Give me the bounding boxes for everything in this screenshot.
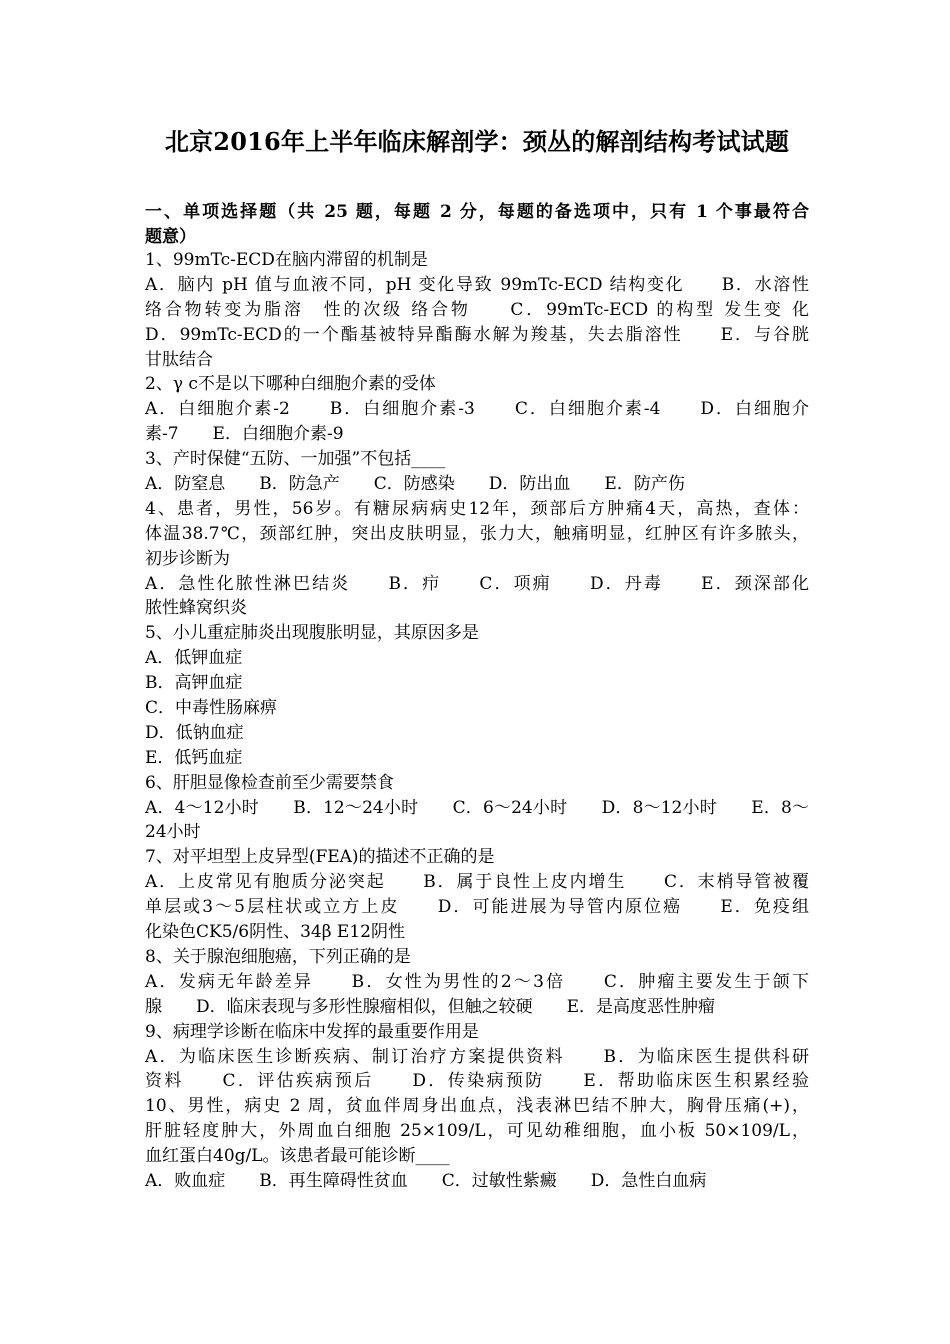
options-line: A．上皮常见有胞质分泌突起 B．属于良性上皮内增生 C．末梢导管被覆 bbox=[145, 872, 809, 893]
question-stem: 2、γ c不是以下哪种白细胞介素的受体 bbox=[145, 374, 436, 395]
question-stem: 9、病理学诊断在临床中发挥的最重要作用是 bbox=[145, 1021, 479, 1042]
question-stem: 4、患者，男性，56岁。有糖尿病病史12年，颈部后方肿痛4天，高热，查体： bbox=[145, 498, 809, 519]
options-line: 化染色CK5/6阴性、34β E12阴性 bbox=[145, 922, 405, 943]
section-heading-line: 一、单项选择题（共 25 题，每题 2 分，每题的备选项中，只有 1 个事最符合 bbox=[145, 202, 809, 222]
options-line: 24小时 bbox=[145, 822, 201, 843]
options-line: 资料 C．评估疾病预后 D．传染病预防 E．帮助临床医生积累经验 bbox=[145, 1071, 809, 1092]
question-stem: 10、男性，病史 2 周，贫血伴周身出血点，浅表淋巴结不肿大，胸骨压痛(+)， bbox=[145, 1096, 809, 1117]
options-line: 甘肽结合 bbox=[145, 349, 213, 370]
option-item: D．低钠血症 bbox=[145, 722, 244, 743]
options-line: 素-7 E．白细胞介素-9 bbox=[145, 424, 344, 445]
options-line: D．99mTc-ECD的一个酯基被特异酯酶水解为羧基，失去脂溶性 E．与谷胱 bbox=[145, 324, 809, 345]
options-line: 脓性蜂窝织炎 bbox=[145, 598, 247, 619]
question-stem: 3、产时保健“五防、一加强”不包括____ bbox=[145, 449, 446, 470]
section-heading bbox=[145, 200, 809, 250]
question-list bbox=[145, 248, 809, 1194]
question-stem: 5、小儿重症肺炎出现腹胀明显，其原因多是 bbox=[145, 623, 479, 644]
options-line: A．发病无年龄差异 B．女性为男性的2～3倍 C．肿瘤主要发生于颌下 bbox=[145, 971, 809, 992]
options-line: A．急性化脓性淋巴结炎 B．疖 C．项痈 D．丹毒 E．颈深部化 bbox=[145, 573, 809, 594]
option-item: B．高钾血症 bbox=[145, 673, 243, 694]
question-stem: 肝脏轻度肿大，外周血白细胞 25×109/L，可见幼稚细胞，血小板 50×109/L， bbox=[145, 1121, 809, 1142]
question-stem: 8、关于腺泡细胞癌，下列正确的是 bbox=[145, 946, 411, 967]
options-line: A．白细胞介素-2 B．白细胞介素-3 C．白细胞介素-4 D．白细胞介 bbox=[145, 399, 809, 420]
options-line: 单层或3～5层柱状或立方上皮 D．可能进展为导管内原位癌 E．免疫组 bbox=[145, 897, 809, 918]
question-stem: 血红蛋白40g/L。该患者最可能诊断____ bbox=[145, 1146, 450, 1167]
options-line: A．4～12小时 B．12～24小时 C．6～24小时 D．8～12小时 E．8～ bbox=[145, 797, 809, 818]
question-stem: 6、肝胆显像检查前至少需要禁食 bbox=[145, 772, 394, 793]
options-line: 腺 D．临床表现与多形性腺瘤相似，但触之较硬 E．是高度恶性肿瘤 bbox=[145, 996, 716, 1017]
question-stem: 1、99mTc-ECD在脑内滞留的机制是 bbox=[145, 250, 428, 270]
options-line: A．为临床医生诊断疾病、制订治疗方案提供资料 B．为临床医生提供科研 bbox=[145, 1046, 809, 1067]
options-line: 络合物转变为脂溶 性的次级 络合物 C．99mTc-ECD 的构型 发生变 化 bbox=[145, 299, 809, 320]
question-stem: 体温38.7℃，颈部红肿，突出皮肤明显，张力大，触痛明显，红肿区有许多脓头， bbox=[145, 523, 809, 544]
section-heading-line: 题意） bbox=[145, 226, 196, 247]
option-item: A．低钾血症 bbox=[145, 648, 243, 669]
document-title: 北京2016年上半年临床解剖学：颈丛的解剖结构考试试题 bbox=[164, 127, 790, 156]
options-line: A．防窒息 B．防急产 C．防感染 D．防出血 E．防产伤 bbox=[145, 474, 685, 495]
options-line: A．脑内 pH 值与血液不同，pH 变化导致 99mTc-ECD 结构变化 B．水溶性 bbox=[145, 274, 809, 295]
option-item: E．低钙血症 bbox=[145, 747, 243, 768]
option-item: C．中毒性肠麻痹 bbox=[145, 698, 278, 719]
options-line: A．败血症 B．再生障碍性贫血 C．过敏性紫癜 D．急性白血病 bbox=[145, 1170, 707, 1191]
question-stem: 初步诊断为 bbox=[145, 548, 230, 569]
question-stem: 7、对平坦型上皮异型(FEA)的描述不正确的是 bbox=[145, 847, 495, 868]
